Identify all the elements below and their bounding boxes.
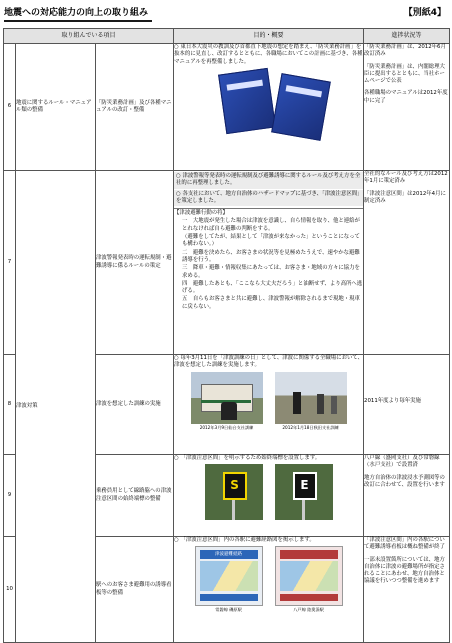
progress-cell: [364, 537, 450, 643]
route-map-photo-mutsuminato: [275, 546, 343, 606]
progress-text: 2011年度より毎年実施: [364, 398, 421, 405]
progress-text: 全社的なルール及び考え方は2012年1月に策定済み: [364, 171, 448, 185]
sign-photos: [174, 464, 363, 520]
route-map-photo-isohara: [195, 546, 263, 606]
description-cell: [174, 44, 364, 171]
photo-caption: 2012年1月18日秋田支社訓練: [282, 424, 339, 430]
progress-text: 一部未設置箇所については、地方自治体に津波の避難場所が指定されることにあわせ、地方自治体と協議を行いつつ整備を進めます: [364, 556, 445, 585]
description-cell: [174, 355, 364, 455]
manual-books-image: [204, 69, 363, 135]
item-cell: 津波警報発表時の運転規制・避難誘導に係るルールの策定: [96, 171, 174, 355]
page-title: 地震への対応能力の向上の取り組み: [4, 5, 148, 18]
description-text: ○ 「津波注意区間」内の各駅に避難経路図を掲示します。: [174, 537, 315, 543]
training-photos: [174, 372, 363, 431]
table-row: [4, 171, 450, 355]
table-header-row: [4, 29, 450, 44]
start-sign: S: [223, 472, 247, 500]
description-cell: [174, 171, 364, 355]
rule-item: 五 自らもお客さまと共に避難し、津波警報が解除されるまで現地・現車に戻らない。: [182, 296, 360, 310]
appendix-tag: 【別紙4】: [403, 8, 446, 18]
progress-text: 八戸線（盛岡支社）及び常磐線（水戸支社）で設置済: [364, 455, 440, 469]
header-progress: 進捗状況等: [364, 29, 450, 44]
category-cell: 地震に関するルール・マニュアル類の整備: [16, 44, 96, 171]
category-cell: 津波対策: [16, 171, 96, 643]
description-text: ○ 東日本大震災の教訓及び首都直下地震の想定を踏まえ、「防災業務計画」を抜本的に見直し、改訂するとともに、各職場においてこの計画に基づき、各種マニュアルを再整備しました。: [174, 44, 363, 65]
training-photo-sendai: [191, 372, 263, 424]
row-number: 8: [4, 355, 16, 455]
bullet-text: ○ 津波警報等発表時の運転規制及び避難誘導に関するルール及び考え方を全社的に再整理しました。: [174, 172, 363, 189]
rule-item: 二 避難を決めたら、お客さまの状況等を見極めたうえで、速やかな避難誘導を行う。: [182, 249, 360, 263]
photo-caption: 八戸線 陸奥湊駅: [293, 607, 324, 613]
progress-cell: [364, 355, 450, 455]
rule-item: 三 降車・避難・情報収集にあたっては、お客さま・地域の方々に協力を求める。: [182, 265, 360, 279]
route-map-photos: [174, 546, 363, 613]
bullet-text: ○ 各支社において、地方自治体のハザードマップに基づき、「津波注意区間」を策定しました。: [174, 190, 363, 207]
manual-book: [218, 68, 276, 134]
item-cell: 「防災業務計画」及び各種マニュアルの改訂・整備: [96, 44, 174, 171]
progress-text: 「防災業務計画」は、2012年6月改訂済み: [364, 44, 446, 58]
header-purpose: 目的・概要: [174, 29, 364, 44]
item-cell: 津波を想定した訓練の実施: [96, 355, 174, 455]
rule-item: 四 避難したあとも、「ここなら大丈夫だろう」と油断せず、より高所へ逃げる。: [182, 280, 363, 295]
row-number: 10: [4, 537, 16, 643]
progress-cell: [364, 171, 450, 355]
row-number: 9: [4, 455, 16, 537]
progress-text: 「津波注意区間」は2012年4月に制定済み: [364, 190, 446, 204]
progress-text: 各種職場のマニュアルは2012年度中に完了: [364, 90, 448, 104]
item-cell: 駅へのお客さま避難用の誘導看板等の整備: [96, 537, 174, 643]
end-sign: E: [293, 472, 317, 500]
progress-cell: [364, 455, 450, 537]
description-cell: [174, 455, 364, 537]
table-row: [4, 44, 450, 171]
rule-item: 一 大地震が発生した場合は津波を意識し、自ら情報を取り、他と連絡がとれなければ自ら避難の判断をする。: [182, 218, 360, 232]
description-text: ○ 「津波注意区間」を明示するため始終端標を設置します。: [174, 455, 321, 461]
progress-cell: [364, 44, 450, 171]
photo-caption: 常磐線 磯原駅: [215, 607, 242, 613]
progress-text: 地方自治体の津波浸水予測図等の改訂に合わせて、設置を行います: [364, 474, 445, 488]
end-sign-photo: [275, 464, 333, 520]
measures-table: [3, 28, 450, 643]
description-text: ○ 毎年3月11日を「津波訓練の日」として、津波に関係する全職場において、津波を想定した訓練を実施します。: [174, 355, 364, 369]
route-map-title: 津波避難経路: [200, 550, 258, 559]
progress-text: 「津波注意区間」内の各駅について避難誘導看板は概ね整備が終了: [364, 537, 445, 551]
description-cell: [174, 537, 364, 643]
manual-book: [271, 73, 331, 141]
rule-item: （避難をしてたが、結果として「津波が来なかった」ということになっても構わない。）: [182, 234, 360, 248]
row-number: 6: [4, 44, 16, 171]
row-number: 7: [4, 171, 16, 355]
item-cell: 乗務員用として線路脇への津波注意区間の始終端標の整備: [96, 455, 174, 537]
header-items: 取り組んでいる項目: [4, 29, 174, 44]
progress-text: 「防災業務計画」は、内閣総理大臣に提出するとともに、当社ホームページで公表: [364, 63, 445, 85]
start-sign-photo: [205, 464, 263, 520]
photo-caption: 2012年3月9日仙台支社訓練: [199, 424, 254, 430]
training-photo-akita: [275, 372, 347, 424]
box-title: 【津波避難行動の将】: [174, 210, 228, 217]
